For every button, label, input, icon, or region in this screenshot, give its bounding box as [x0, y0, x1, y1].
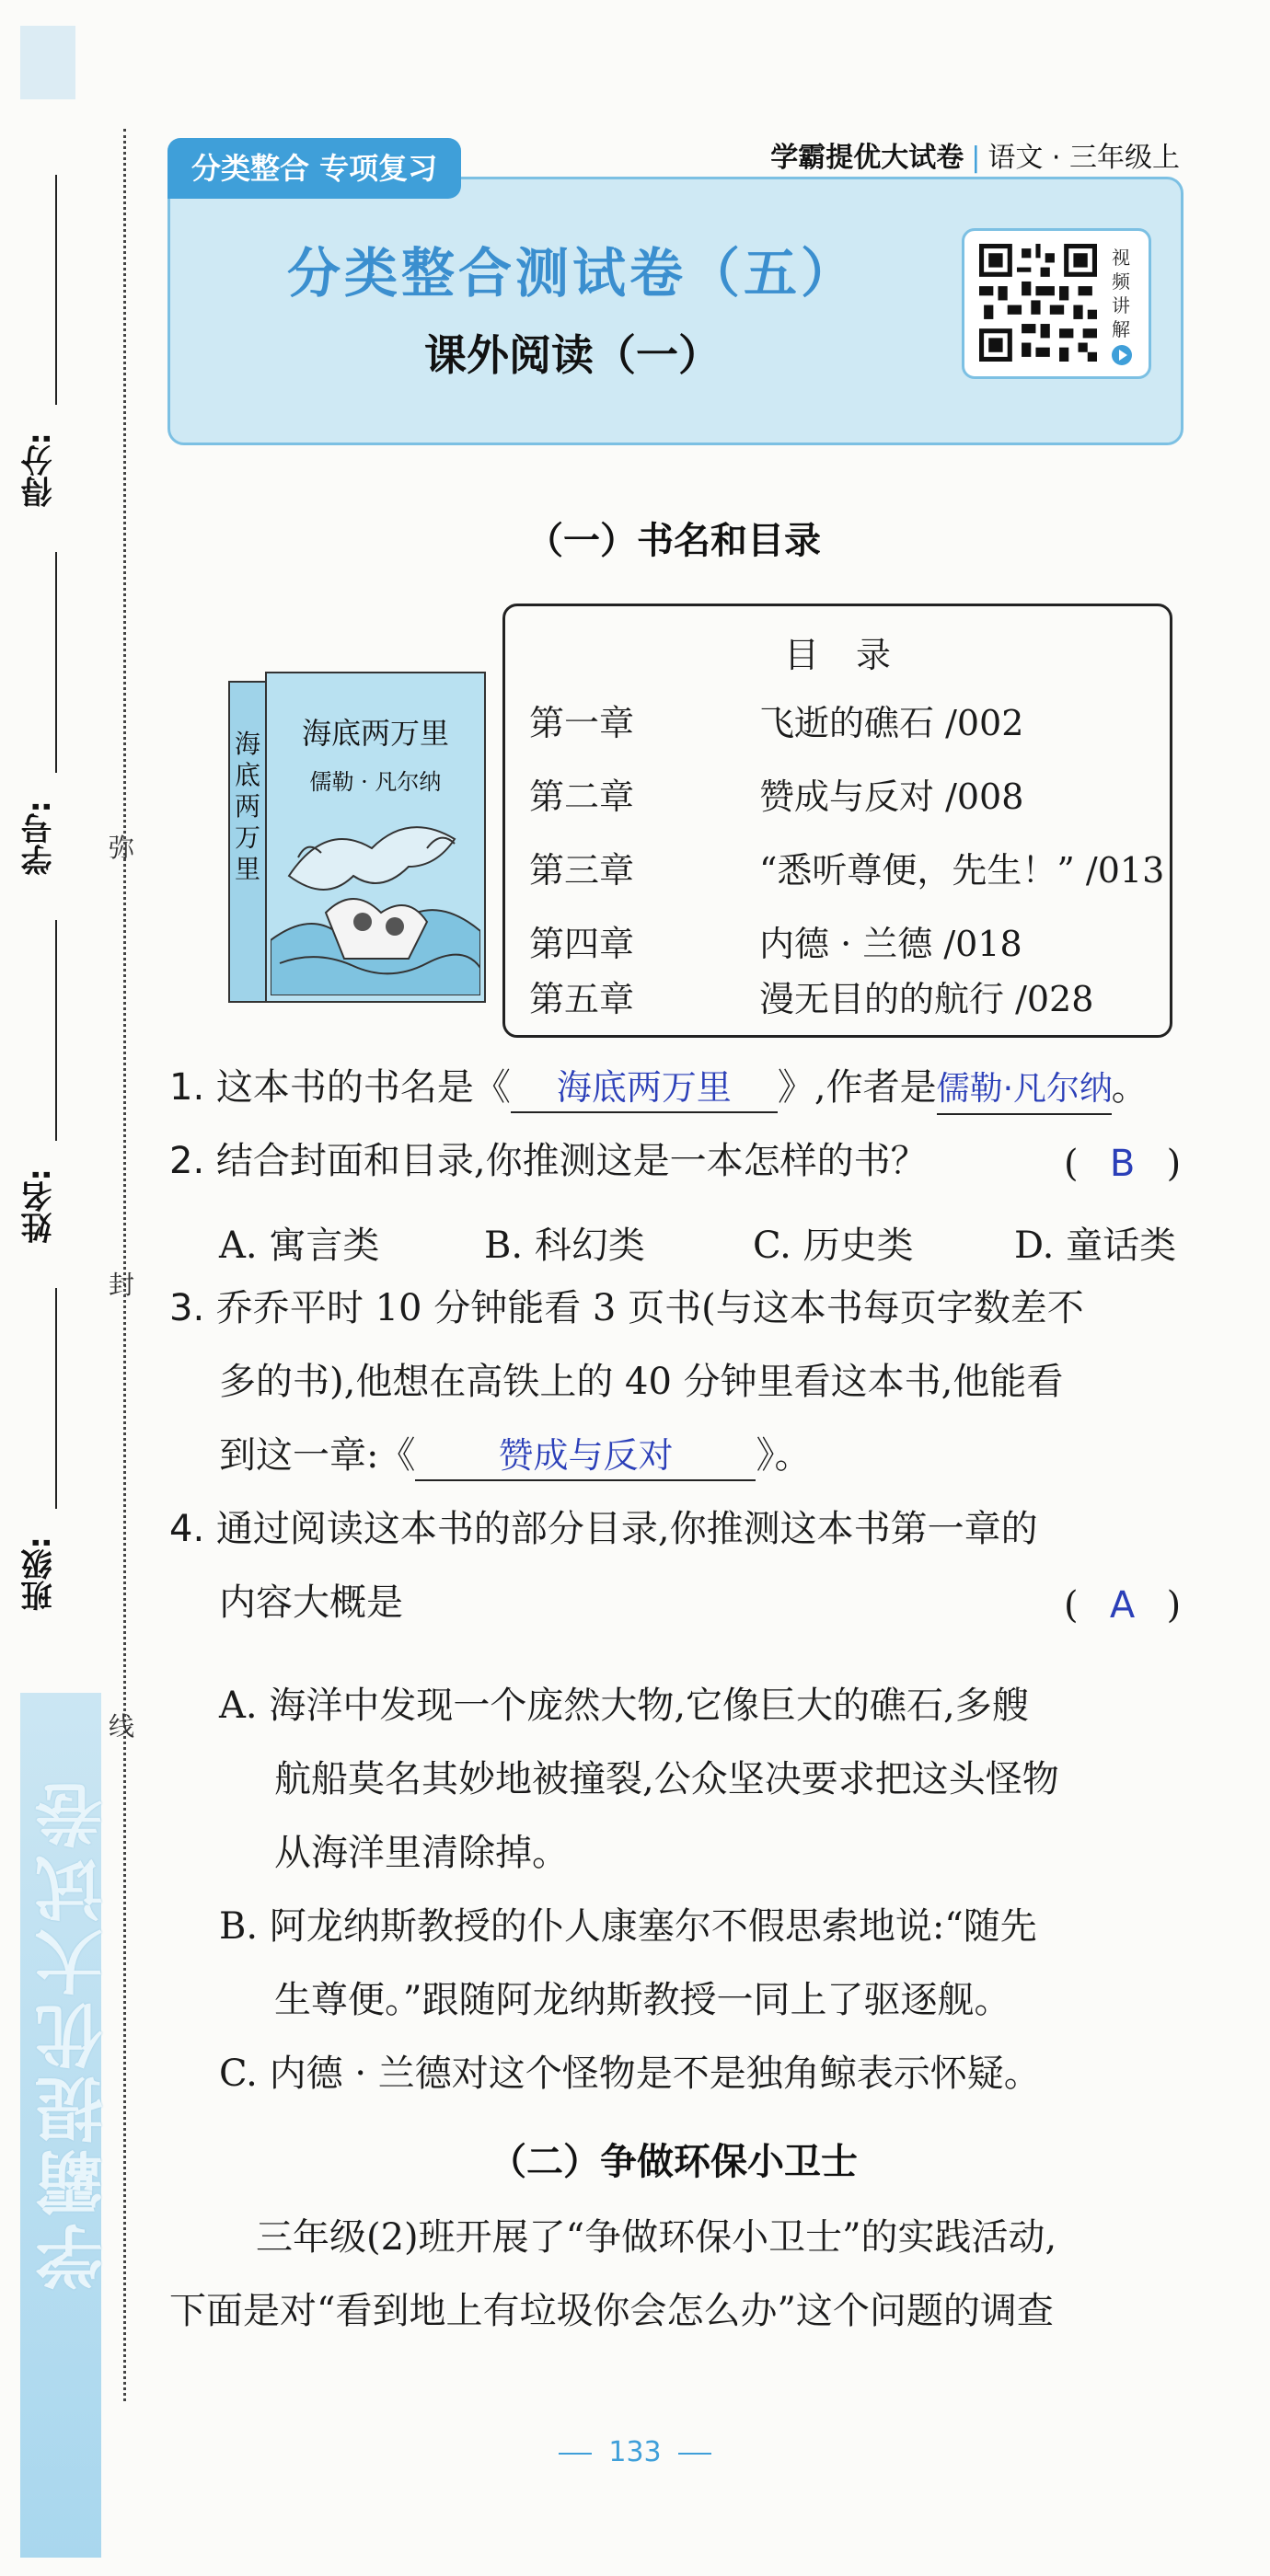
play-icon[interactable]: [1112, 345, 1132, 365]
book-cover: [228, 672, 486, 1003]
book-title: 海底两万里: [301, 716, 449, 751]
section-2-paragraph-line-1: 三年级(2)班开展了“争做环保小卫士”的实践活动,: [256, 2216, 1057, 2259]
toc-heading: 目录: [783, 635, 928, 675]
margin-brand-text: 学霸提优大试卷: [35, 1776, 114, 2291]
page-subtitle: 课外阅读（一）: [424, 330, 721, 380]
question-4-answer[interactable]: ( A ): [1064, 1584, 1182, 1627]
q4-option-b-line-2: 生尊便。”跟随阿龙纳斯教授一同上了驱逐舰。: [274, 1979, 1011, 2021]
category-tag: 分类整合 专项复习: [167, 138, 461, 199]
table-of-contents: 目录 第一章 飞逝的礁石 /002 第二章 赞成与反对 /008 第三章 “悉听尊便，先生！” /013 第四章 内德 · 兰德 /018 第五章 漫无目的的航行 /028: [502, 604, 1172, 1038]
question-4: 4. 通过阅读这本书的部分目录,你推测这本书第一章的: [169, 1508, 1038, 1550]
qr-caption: 视 频 讲 解: [1112, 247, 1130, 340]
student-number-field[interactable]: [55, 552, 57, 773]
q2-option-a[interactable]: A. 寓言类: [219, 1225, 380, 1267]
q4-option-a-line-2: 航船莫名其妙地被撞裂,公众坚决要求把这头怪物: [274, 1758, 1059, 1800]
score-field[interactable]: [55, 175, 57, 405]
seal-char-xian: 线: [109, 1711, 135, 1742]
section-1-title: （一）书名和目录: [526, 520, 821, 562]
q2-option-d[interactable]: D. 童话类: [1014, 1225, 1177, 1267]
question-4-line-2: 内容大概是: [219, 1581, 403, 1624]
series-name: 学霸提优大试卷: [770, 142, 964, 174]
answer-blank-author[interactable]: 儒勒·凡尔纳: [937, 1065, 1112, 1115]
section-2-paragraph-line-2: 下面是对“看到地上有垃圾你会怎么办”这个问题的调查: [169, 2290, 1054, 2332]
book-front: [265, 672, 486, 1003]
q2-option-b[interactable]: B. 科幻类: [484, 1225, 645, 1267]
score-label: 得分:: [21, 432, 58, 508]
class-field[interactable]: [55, 1288, 57, 1509]
page-title: 分类整合测试卷（五）: [286, 242, 858, 305]
q4-option-a-line-3: 从海洋里清除掉。: [274, 1832, 569, 1874]
video-qr-panel[interactable]: [962, 228, 1151, 379]
question-2: 2. 结合封面和目录,你推测这是一本怎样的书？: [169, 1140, 928, 1182]
answer-blank-chapter[interactable]: 赞成与反对: [415, 1432, 756, 1481]
q2-option-c[interactable]: C. 历史类: [753, 1225, 914, 1267]
name-label: 姓名:: [21, 1168, 58, 1244]
qr-code-icon[interactable]: [979, 244, 1097, 362]
series-subject-grade: 语文 · 三年级上: [987, 142, 1180, 174]
book-spine: 海 底 两 万 里: [228, 681, 267, 1003]
book-author: 儒勒 · 凡尔纳: [309, 769, 442, 795]
answer-blank-book-title[interactable]: 海底两万里: [511, 1064, 778, 1113]
question-1: 1. 这本书的书名是《 海底两万里 》,作者是儒勒·凡尔纳。: [169, 1051, 1149, 1124]
name-field[interactable]: [55, 920, 57, 1141]
question-2-answer[interactable]: ( B ): [1064, 1143, 1182, 1185]
series-header: 学霸提优大试卷 | 语文 · 三年级上: [770, 142, 1180, 174]
seal-char-mi: 弥: [109, 833, 135, 863]
question-3: 3. 乔乔平时 10 分钟能看 3 页书(与这本书每页字数差不: [169, 1287, 1084, 1329]
class-label: 班级:: [21, 1536, 58, 1612]
q4-option-a[interactable]: A. 海洋中发现一个庞然大物,它像巨大的礁石,多艘: [219, 1685, 1029, 1727]
student-number-label: 学号:: [21, 800, 58, 876]
page-number: 133: [0, 2436, 1270, 2468]
question-3-line-3: 到这一章:《 赞成与反对 》。: [219, 1419, 811, 1492]
margin-decoration-top: [20, 26, 75, 99]
section-2-title: （二）争做环保小卫士: [490, 2141, 858, 2183]
sea-monster-illustration: [271, 802, 480, 995]
q4-option-b[interactable]: B. 阿龙纳斯教授的仆人康塞尔不假思索地说:“随先: [219, 1905, 1037, 1948]
q4-option-c[interactable]: C. 内德 · 兰德对这个怪物是不是独角鲸表示怀疑。: [219, 2053, 1041, 2095]
seal-char-feng: 封: [109, 1270, 135, 1300]
question-3-line-2: 多的书),他想在高铁上的 40 分钟里看这本书,他能看: [219, 1361, 1064, 1403]
